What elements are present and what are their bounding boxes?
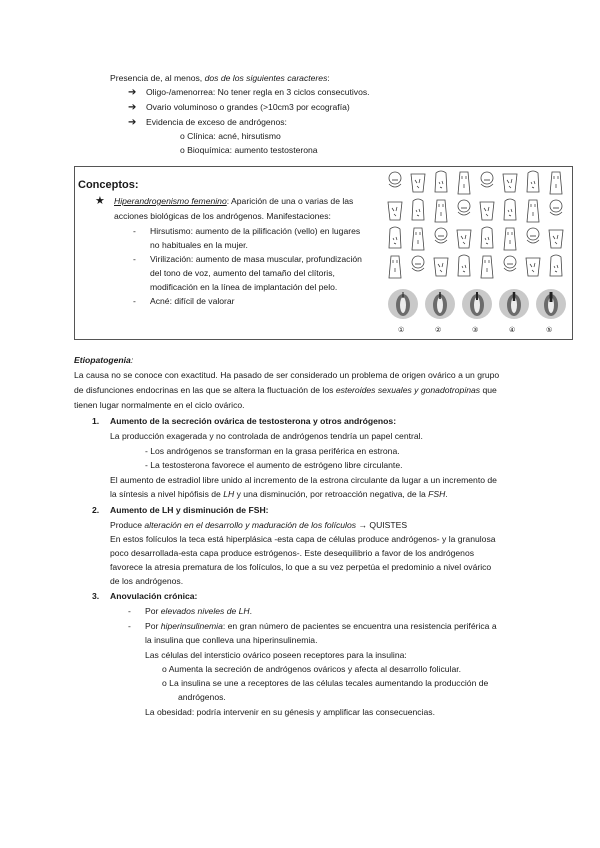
hirsutism-sketch <box>407 198 429 224</box>
hirsutism-sketch <box>476 170 498 196</box>
body-line: favorece la atresia prematura de los folículos, lo que a su vez perpetúa el predominio a nivel ovárico <box>110 562 492 572</box>
manifestation-line: modificación en la línea de implantación del pelo. <box>150 282 338 292</box>
hirsutism-sketch <box>545 170 567 196</box>
sub-line: o Aumenta la secreción de andrógenos ováricos y afecta al desarrollo folicular. <box>162 664 462 674</box>
body-italic: elevados niveles de LH <box>160 606 250 616</box>
body-line: de los andrógenos. <box>110 576 184 586</box>
criteria-lead-text: Presencia de, al menos, <box>110 73 205 83</box>
section-number: 3. <box>92 591 100 601</box>
hirsutism-sketch <box>476 254 498 280</box>
criteria-subitem: o Bioquímica: aumento testosterona <box>180 145 318 155</box>
body-text: . <box>445 489 448 499</box>
hirsutism-sketch <box>453 170 475 196</box>
manifestation-line: del tono de voz, aumento del tamaño del clítoris, <box>150 268 335 278</box>
hirsutism-sketch <box>499 254 521 280</box>
body-italic: LH <box>223 489 235 499</box>
body-text: Por <box>145 606 161 616</box>
hirsutism-sketch <box>545 254 567 280</box>
section-title: Aumento de la secreción ovárica de testosterona y otros andrógenos: <box>110 416 397 426</box>
hirsutism-sketch <box>522 254 544 280</box>
body-line: Las células del intersticio ovárico poseen receptores para la insulina: <box>145 650 407 660</box>
bullet-dash: - <box>133 296 136 306</box>
paragraph-text: de disfunciones endocrinas en las que se altera la fluctuación de los <box>74 385 336 395</box>
hirsutism-sketch <box>522 226 544 252</box>
hirsutism-sketch <box>407 170 429 196</box>
hirsutism-sketch <box>384 198 406 224</box>
virilization-stage-drawing <box>460 288 494 328</box>
body-text: la síntesis a nivel hipófisis de <box>110 489 224 499</box>
virilization-stage-drawing <box>386 288 420 328</box>
body-text: y una disminución, por retroacción negativa, de la <box>234 489 429 499</box>
section-number: 2. <box>92 505 100 515</box>
body-line <box>145 605 252 618</box>
virilization-stage-drawing <box>534 288 568 328</box>
bullet-dash: - <box>133 226 136 236</box>
body-line: La obesidad: podría intervenir en su génesis y amplificar las consecuencias. <box>145 707 435 717</box>
criteria-lead <box>110 72 330 85</box>
body-text: . <box>249 606 253 616</box>
body-text: Produce <box>110 520 145 530</box>
section-number: 1. <box>92 416 100 426</box>
manifestation-line: Hirsutismo: aumento de la pilificación (vello) en lugares <box>150 226 361 236</box>
hirsutism-sketch <box>453 198 475 224</box>
manifestation-line: Virilización: aumento de masa muscular, profundización <box>150 254 362 264</box>
hirsutism-sketch <box>522 170 544 196</box>
star-icon: ★ <box>95 195 105 207</box>
stage-label: ② <box>435 327 442 334</box>
body-line <box>145 620 497 633</box>
concept-term: Hiperandrogenismo femenino <box>114 196 227 206</box>
hirsutism-sketch <box>430 198 452 224</box>
concept-definition <box>114 195 353 208</box>
paragraph-line <box>74 384 497 397</box>
body-text: Por <box>145 621 161 631</box>
virilization-stage-drawing <box>423 288 457 328</box>
arrow-right-icon: ➔ <box>128 102 137 113</box>
criteria-subitem: o Clínica: acné, hirsutismo <box>180 131 281 141</box>
hirsutism-sketch <box>384 226 406 252</box>
hirsutism-sketch <box>545 226 567 252</box>
hirsutism-sketch <box>430 226 452 252</box>
hirsutism-sketch <box>453 254 475 280</box>
hirsutism-sketch <box>476 198 498 224</box>
hirsutism-sketch <box>499 198 521 224</box>
section-title: Anovulación crónica: <box>110 591 198 601</box>
hirsutism-sketch <box>453 226 475 252</box>
body-line: poco desarrollada-esta capa produce estrógenos-. Este desequilibrio a favor de los andrógenos <box>110 548 475 558</box>
bullet-dash: - <box>128 621 131 631</box>
stage-label: ③ <box>472 327 479 334</box>
hirsutism-sketch <box>384 254 406 280</box>
criteria-lead-italic: dos de los siguientes caracteres <box>204 73 328 83</box>
body-text: → QUISTES <box>356 520 408 530</box>
paragraph-text: que <box>480 385 497 395</box>
stage-label: ⑤ <box>546 327 553 334</box>
paragraph-line: La causa no se conoce con exactitud. Ha pasado de ser considerado un problema de origen ovárico a un grupo <box>74 370 500 380</box>
hirsutism-sketch <box>384 170 406 196</box>
hirsutism-sketch <box>407 254 429 280</box>
body-line <box>110 519 407 532</box>
etiopatogenia-heading: Etiopatogenia <box>74 355 131 365</box>
stage-label: ① <box>398 327 405 334</box>
criteria-item: Evidencia de exceso de andrógenos: <box>146 117 287 127</box>
hirsutism-sketch <box>430 170 452 196</box>
criteria-lead-end: : <box>327 73 330 83</box>
concept-definition-text: : Aparición de una o varias de las <box>226 196 354 206</box>
stage-label: ④ <box>509 327 516 334</box>
manifestation-line: Acné: difícil de valorar <box>150 296 235 306</box>
criteria-item: Ovario voluminoso o grandes (>10cm3 por ecografía) <box>146 102 350 112</box>
body-line <box>110 488 448 501</box>
hirsutism-sketch <box>407 226 429 252</box>
sub-line: andrógenos. <box>178 692 226 702</box>
section-title: Aumento de LH y disminución de FSH: <box>110 505 269 515</box>
body-italic: FSH <box>428 489 446 499</box>
paragraph-italic: esteroides sexuales y gonadotropinas <box>335 385 481 395</box>
sub-line: o La insulina se une a receptores de las células tecales aumentando la producción de <box>162 678 489 688</box>
body-italic: alteración en el desarrollo y maduración de los folículos <box>144 520 357 530</box>
body-line: En estos folículos la teca está hiperplásica -esta capa de células produce andrógenos- y la granulosa <box>110 534 496 544</box>
criteria-item: Oligo-/amenorrea: No tener regla en 3 ciclos consecutivos. <box>146 87 370 97</box>
concepts-title: Conceptos: <box>78 179 139 191</box>
body-line: la insulina que conlleva una hiperinsulinemia. <box>145 635 318 645</box>
virilization-stage-drawing <box>497 288 531 328</box>
manifestation-line: no habituales en la mujer. <box>150 240 248 250</box>
hirsutism-sketch <box>430 254 452 280</box>
hirsutism-sketch <box>522 198 544 224</box>
dash-line: - La testosterona favorece el aumento de estrógeno libre circulante. <box>145 460 403 470</box>
concept-definition-line: acciones biológicas de los andrógenos. Manifestaciones: <box>114 211 331 221</box>
section-heading <box>74 354 133 367</box>
body-line: El aumento de estradiol libre unido al incremento de la estrona circulante da lugar a un incremento de <box>110 475 497 485</box>
hirsutism-sketch <box>499 226 521 252</box>
hirsutism-sketch <box>545 198 567 224</box>
arrow-right-icon: ➔ <box>128 87 137 98</box>
bullet-dash: - <box>133 254 136 264</box>
body-text: : en gran número de pacientes se encuentra una resistencia periférica a <box>222 621 497 631</box>
heading-colon: : <box>130 355 134 365</box>
body-line: La producción exagerada y no controlada de andrógenos tendría un papel central. <box>110 431 423 441</box>
bullet-dash: - <box>128 606 131 616</box>
hirsutism-sketch <box>476 226 498 252</box>
hirsutism-figure <box>384 170 570 336</box>
body-italic: hiperinsulinemia <box>160 621 223 631</box>
arrow-right-icon: ➔ <box>128 117 137 128</box>
dash-line: - Los andrógenos se transforman en la grasa periférica en estrona. <box>145 446 400 456</box>
hirsutism-sketch <box>499 170 521 196</box>
paragraph-line: tienen lugar normalmente en el ciclo ovárico. <box>74 400 245 410</box>
